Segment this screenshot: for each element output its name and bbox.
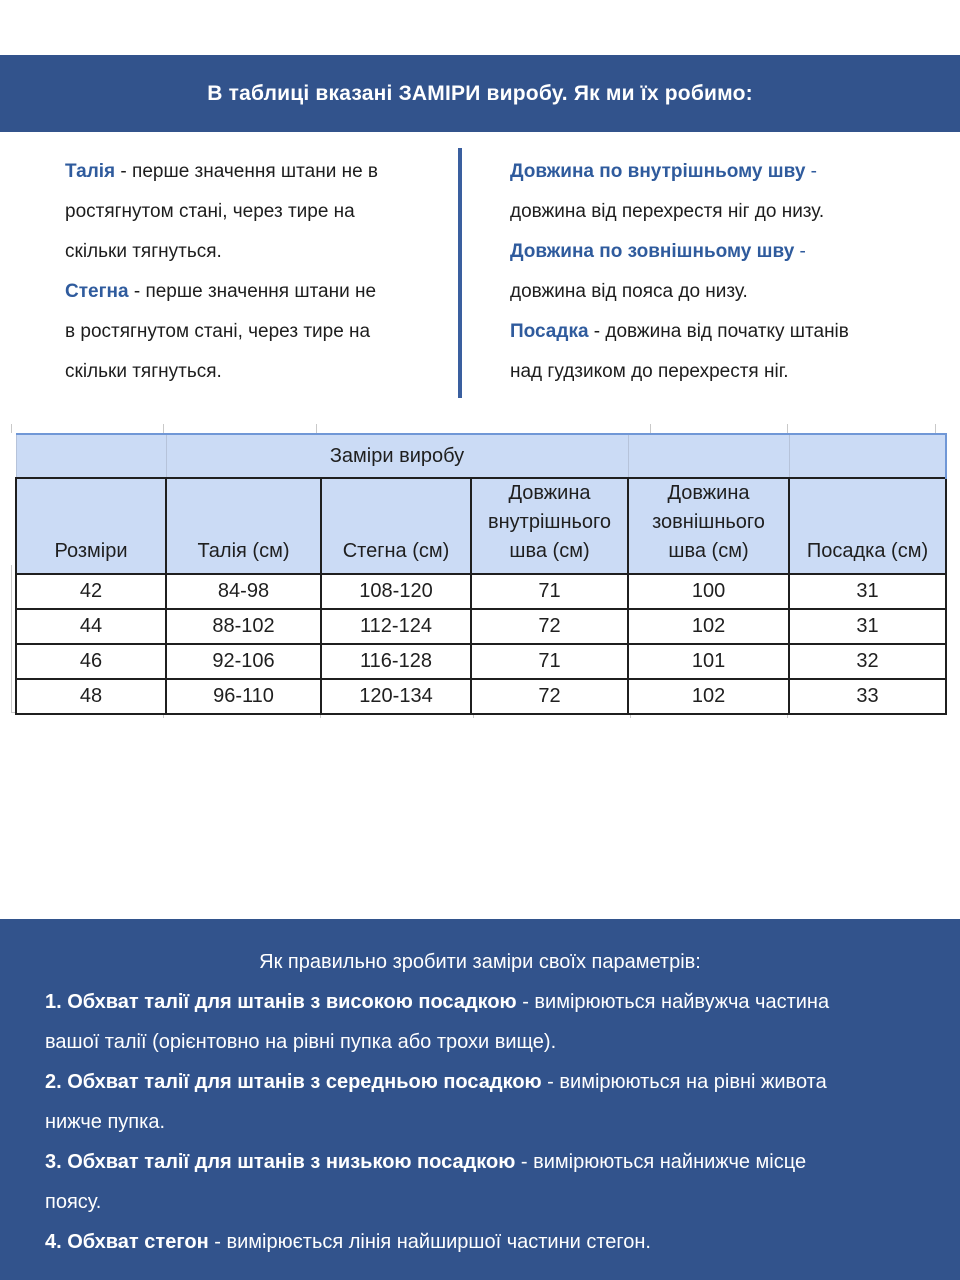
text-segment: ростягнутом стані, через тире на [65,201,355,222]
text-segment: скільки тягнуться. [65,361,222,382]
definition-term: Талія [65,161,116,182]
text-line [45,1222,930,1262]
text-line [65,192,455,232]
text-line [65,152,455,192]
bottom-banner [0,919,960,1280]
table-row [16,679,946,714]
size-table-section [15,433,945,715]
table-cell: 96-110 [166,679,321,714]
text-segment: 2. Обхват талії для штанів з середньою посадкою [45,1071,542,1093]
table-cell: 71 [471,574,628,609]
table-empty-cell [16,434,166,478]
table-cell: 72 [471,609,628,644]
table-cell: 31 [789,574,946,609]
table-empty-cell [789,434,946,478]
text-segment: 1. Обхват талії для штанів з високою посадкою [45,991,517,1013]
definitions-left-column [65,152,455,392]
text-line [45,982,930,1022]
column-header-hips: Стегна (см) [321,478,471,574]
text-segment: - вимірюються найвужча частина [516,991,830,1013]
column-header-waist: Талія (см) [166,478,321,574]
text-line [65,352,455,392]
table-cell: 48 [16,679,166,714]
definition-term: Посадка [510,321,589,342]
text-segment: - вимірюються найнижче місце [515,1151,807,1173]
text-line [65,312,455,352]
table-cell: 120-134 [321,679,471,714]
text-line [510,192,940,232]
measurement-instructions [45,982,930,1262]
text-line [510,272,940,312]
table-cell: 92-106 [166,644,321,679]
table-cell: 72 [471,679,628,714]
top-banner [0,55,960,132]
text-segment: довжина від перехрестя ніг до низу. [510,201,825,222]
text-line [510,352,940,392]
table-cell: 33 [789,679,946,714]
table-row [16,644,946,679]
measurements-table [15,433,947,715]
text-segment: - [805,161,817,182]
table-cell: 102 [628,609,789,644]
text-segment: 3. Обхват талії для штанів з низькою посадкою [45,1151,516,1173]
definition-term: Стегна [65,281,129,302]
text-segment: - вимірюється лінія найширшої частини стегон. [208,1231,651,1253]
text-segment: - вимірюються на рівні живота [541,1071,827,1093]
table-cell: 112-124 [321,609,471,644]
column-header-sizes: Розміри [16,478,166,574]
text-segment: вашої талії (орієнтовно на рівні пупка або трохи вище). [45,1031,557,1053]
text-segment: - довжина від початку штанів [588,321,849,342]
table-title-row [16,434,946,478]
text-segment: 4. Обхват стегон [45,1231,209,1253]
table-row [16,574,946,609]
text-line [510,232,940,272]
top-banner-title: В таблиці вказані ЗАМІРИ виробу. Як ми їх робимо: [207,82,753,105]
text-segment: - [794,241,806,262]
table-cell: 46 [16,644,166,679]
table-cell: 100 [628,574,789,609]
grid-artifact [650,424,651,433]
column-header-outseam: Довжина зовнішнього шва (см) [628,478,789,574]
definition-term: Довжина по внутрішньому шву [510,161,806,182]
table-cell: 84-98 [166,574,321,609]
text-line [45,1142,930,1182]
text-line [45,1182,930,1222]
table-cell: 44 [16,609,166,644]
table-cell: 31 [789,609,946,644]
text-segment: - перше значення штани не в [115,161,379,182]
text-line [45,1102,930,1142]
table-cell: 108-120 [321,574,471,609]
table-cell: 42 [16,574,166,609]
text-segment: довжина від пояса до низу. [510,281,748,302]
table-merged-title: Заміри виробу [166,434,628,478]
table-row [16,609,946,644]
grid-artifact [163,424,164,433]
text-line [45,1062,930,1102]
bottom-title: Як правильно зробити заміри своїх параметрів: [259,951,701,973]
grid-artifact [11,565,12,713]
table-cell: 116-128 [321,644,471,679]
text-line [45,1022,930,1062]
table-empty-cell [628,434,789,478]
text-segment: нижче пупка. [45,1111,165,1133]
table-header-row [16,478,946,574]
grid-artifact [935,424,936,433]
text-line [65,232,455,272]
table-cell: 32 [789,644,946,679]
table-cell: 101 [628,644,789,679]
text-segment: - перше значення штани не [128,281,377,302]
table-cell: 71 [471,644,628,679]
text-segment: скільки тягнуться. [65,241,222,262]
text-segment: в ростягнутом стані, через тире на [65,321,371,342]
definition-term: Довжина по зовнішньому шву [510,241,795,262]
grid-artifact [316,424,317,433]
table-cell: 102 [628,679,789,714]
grid-artifact [787,424,788,433]
text-segment: поясу. [45,1191,102,1213]
vertical-divider [458,148,462,398]
text-line [510,152,940,192]
column-header-rise: Посадка (см) [789,478,946,574]
column-header-inseam: Довжина внутрішнього шва (см) [471,478,628,574]
definitions-right-column [510,152,940,392]
text-segment: над гудзиком до перехрестя ніг. [510,361,789,382]
text-line [65,272,455,312]
text-line [510,312,940,352]
table-cell: 88-102 [166,609,321,644]
grid-artifact [11,424,12,433]
